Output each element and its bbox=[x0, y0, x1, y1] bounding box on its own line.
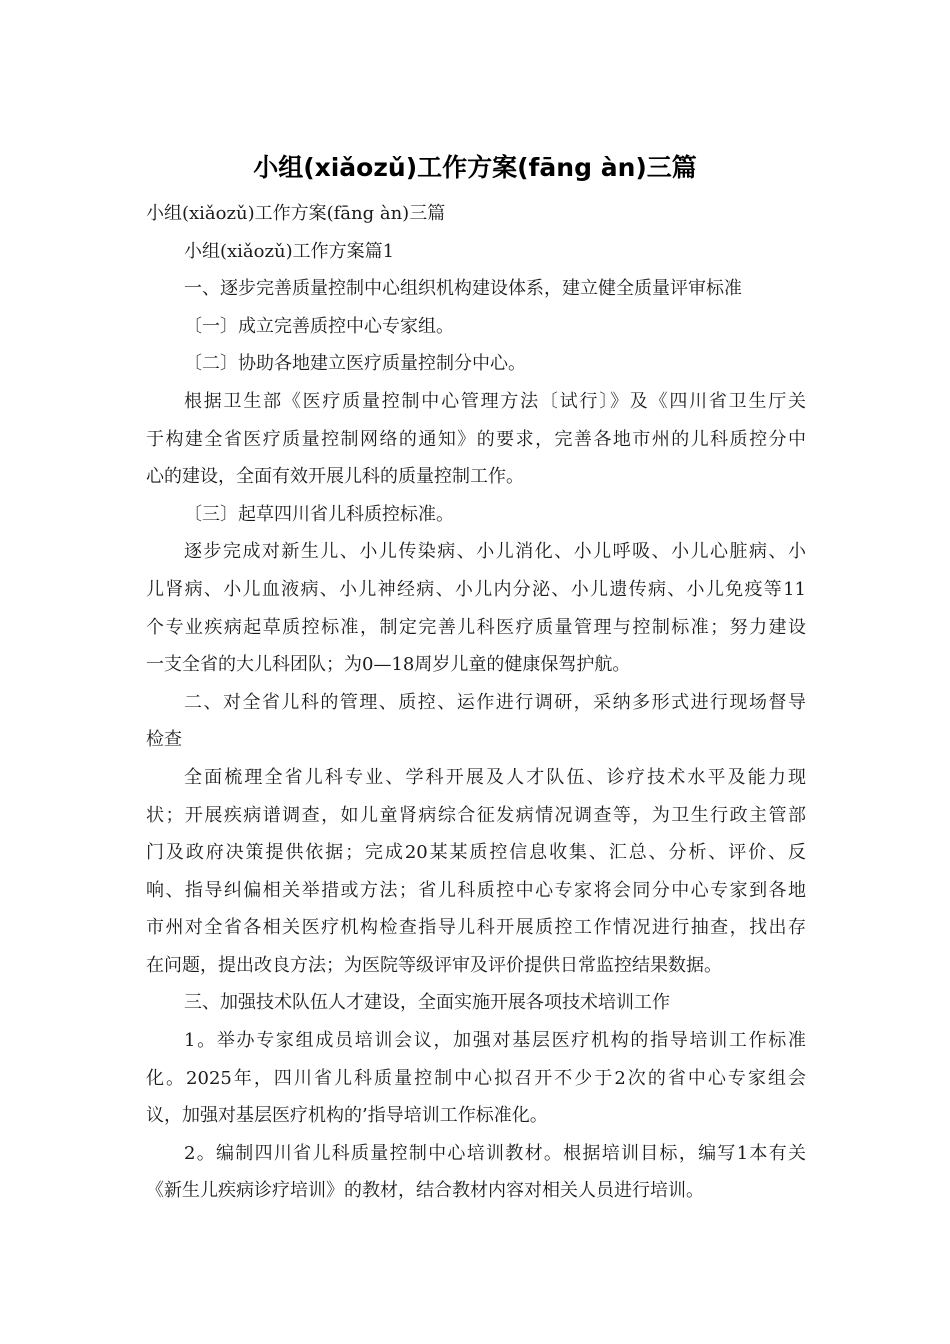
paragraph-line: 1。举办专家组成员培训会议，加强对基层医疗机构的指导培训工作标准 bbox=[184, 1030, 806, 1052]
paragraph-line: 一、逐步完善质量控制中心组织机构建设体系，建立健全质量评审标准 bbox=[184, 278, 742, 300]
paragraph-line: 门及政府决策提供依据；完成20某某质控信息收集、汇总、分析、评价、反 bbox=[146, 842, 806, 864]
document-body bbox=[146, 195, 806, 1210]
paragraph-line: 儿肾病、小儿血液病、小儿神经病、小儿内分泌、小儿遗传病、小儿免疫等11 bbox=[146, 578, 806, 600]
paragraph-line: 〔二〕协助各地建立医疗质量控制分中心。 bbox=[184, 353, 526, 375]
document-title: 小组(xiǎozǔ)工作方案(fāng àn)三篇 bbox=[253, 153, 697, 182]
section-heading-line: 小组(xiǎozǔ)工作方案篇1 bbox=[184, 240, 395, 262]
paragraph-line: 检查 bbox=[146, 729, 182, 751]
paragraph-line: 〔一〕成立完善质控中心专家组。 bbox=[184, 315, 454, 337]
doc-subtitle-line: 小组(xiǎozǔ)工作方案(fāng àn)三篇 bbox=[146, 203, 446, 224]
paragraph-line: 于构建全省医疗质量控制网络的通知》的要求，完善各地市州的儿科质控分中 bbox=[146, 428, 806, 450]
paragraph-line: 个专业疾病起草质控标准，制定完善儿科医疗质量管理与控制标准；努力建设 bbox=[146, 616, 806, 638]
paragraph-line: 心的建设，全面有效开展儿科的质量控制工作。 bbox=[146, 466, 524, 488]
paragraph-line: 二、对全省儿科的管理、质控、运作进行调研，采纳多形式进行现场督导 bbox=[184, 691, 806, 713]
paragraph-line: 在问题，提出改良方法；为医院等级评审及评价提供日常监控结果数据。 bbox=[146, 954, 722, 976]
paragraph-line: 议，加强对基层医疗机构的’指导培训工作标准化。 bbox=[146, 1105, 548, 1127]
paragraph-line: 〔三〕起草四川省儿科质控标准。 bbox=[184, 503, 454, 525]
paragraph-line: 全面梳理全省儿科专业、学科开展及人才队伍、诊疗技术水平及能力现 bbox=[184, 766, 806, 788]
paragraph-line: 2。编制四川省儿科质量控制中心培训教材。根据培训目标，编写1本有关 bbox=[184, 1142, 806, 1164]
paragraph-line: 三、加强技术队伍人才建设，全面实施开展各项技术培训工作 bbox=[184, 992, 670, 1014]
paragraph-line: 一支全省的大儿科团队；为0—18周岁儿童的健康保驾护航。 bbox=[146, 654, 631, 676]
paragraph-line: 市州对全省各相关医疗机构检查指导儿科开展质控工作情况进行抽查，找出存 bbox=[146, 917, 806, 939]
paragraph-line: 《新生儿疾病诊疗培训》的教材，结合教材内容对相关人员进行培训。 bbox=[146, 1180, 704, 1202]
paragraph-line: 化。2025年，四川省儿科质量控制中心拟召开不少于2次的省中心专家组会 bbox=[146, 1067, 806, 1089]
paragraph-line: 逐步完成对新生儿、小儿传染病、小儿消化、小儿呼吸、小儿心脏病、小 bbox=[184, 541, 806, 563]
paragraph-line: 响、指导纠偏相关举措或方法；省儿科质控中心专家将会同分中心专家到各地 bbox=[146, 879, 806, 901]
paragraph-line: 状；开展疾病谱调查，如儿童肾病综合征发病情况调查等，为卫生行政主管部 bbox=[146, 804, 806, 826]
paragraph-line: 根据卫生部《医疗质量控制中心管理方法〔试行〕》及《四川省卫生厅关 bbox=[184, 390, 806, 412]
